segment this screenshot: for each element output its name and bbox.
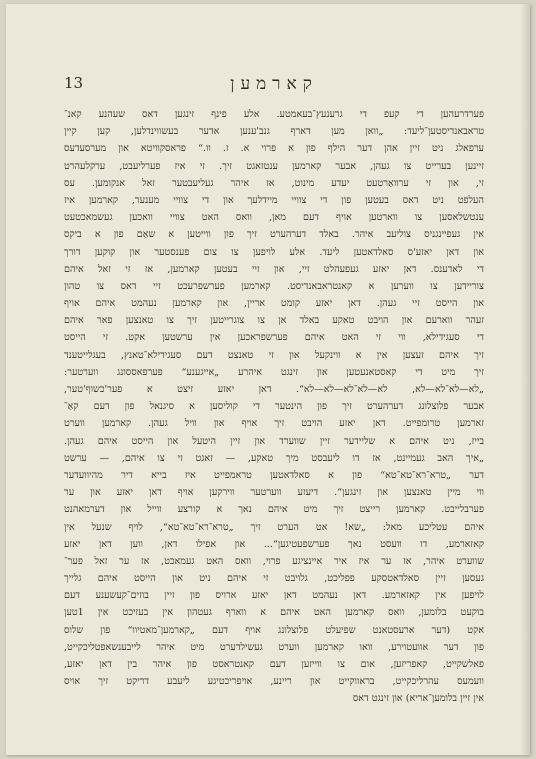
text-line: העלפט ניט דאס בעטען פון די צוויי מיידלעך און די צוויי מענער, קארמען איז xyxy=(64,194,484,206)
text-line: זעהר ווארעם און הויבט טאקע באלד אן צו צוגרייטען זיך צו טאנצען פאר איהם xyxy=(64,315,484,327)
text-line: „איך האב געמיינט, אז דו ליעבסט מיך טאקע, — זאגט זי צו איהם, — ערשט xyxy=(64,452,484,464)
text-line: ערפאלג ניט זיין אהן דער הילף פון א פרוי א. ז. וו.“ פראסקוויטא און מערסעדעס xyxy=(64,143,484,155)
text-line: זארמען טרומפייט. דאן יאזע הויבט זיך אויף און וויל געהן. קארמען ווערט xyxy=(64,418,484,430)
text-line: זיך מיט די קאסטאנעטען און זינגט איהרע „אייגענע“ פערפאססונג ווערטער: xyxy=(64,366,484,378)
text-line: פון דער אוועטוירע, וואו קארמען ווערט געשילדערט מיט איהר לייבענשאפטליכקייט, xyxy=(64,641,484,653)
text-line: ענטשלאסען צו ווארטען אויף דעם מאן, וואס האט צוויי וואכען געשמאכטעט xyxy=(64,212,484,224)
text-line: און דאן יאזע'ס סאלדאטען ליעד. אלע לויפען צו צום פענסטער און קוקען דורך xyxy=(64,246,484,258)
text-line: דער „טרא־רא־טא־טא“ פון א סאלדאטען טראמפייט איז בייא דיר מהיוועדער xyxy=(64,469,484,481)
text-line: „לא—לא־לא—לא, לא—לא־לא—לא—לא“. דאן יאזע זיצט א פער'כשוף'טער, xyxy=(64,384,484,395)
text-line: וועמעס עהרליכקייט, בראווקייט און ריינע, אויפריכטיגע ליעבע דריקט זיך אויס xyxy=(64,676,484,688)
text-line: זי, און זי ערוואַרטעט יעדע מינוט, אז איהר געליעבטער זאל אנקומען. עס xyxy=(64,177,484,189)
text-line: זיך איהם זעצען אין א ווינקעל און זי טאנצט דעם סעגידילא־טאנץ, בעגלייטענד xyxy=(64,349,484,361)
text-line: לויפען אין קאזארמע. דאן נעהמט דאן יאזע ארויס פון זיין בוזים־קעשענע דעם xyxy=(64,590,484,602)
text-line: אין זיין בלומען־אריא) און זינגט דאס xyxy=(352,693,484,705)
text-line: פערבלייבט. קארמען רייצט זיך מיט איהם נאך א קורצע ווייל און דערמאהנט xyxy=(64,504,484,516)
page-number: 13 xyxy=(64,74,84,92)
text-line: פערדרעהען די קעפ די גרענעץ־בעאמטע. אלע פינף זינגען דאס שעהנע קאנ־ xyxy=(64,109,484,120)
text-line: שווערט איהר, אז ער איז איר איינציגע פרוי, וואס האט געמאכט, אז ער זאל פער־ xyxy=(64,555,484,567)
page-header xyxy=(64,74,484,96)
text-line: ווי מיין טאנצען און זינגען“. דיעזע ווערטער ווירקען אויף דאן יאזע און ער xyxy=(64,487,484,499)
text-line: צוריידען צו ווערען א קאנטראבאנדיסט. קארמען פערשפרעכט זיי דאס צו טהון xyxy=(64,280,484,292)
text-line: טראבאנדיסטען־ליעד: „וואן מען דארף גנב'ענען אדער בעשווינדלען, קען קיין xyxy=(64,126,484,138)
text-line: בייז, ניט איהם א שליידער זיין שווערד און זיין היטעל און הייסט איהם געהן. xyxy=(64,435,484,447)
text-line: און הייסט זיי געהן. דאן יאזע קומט אריין, און קארמען נעהמט איהם אויף xyxy=(64,298,484,310)
text-line: געסען זיין סאלדאטסקע פפליכט, גלויבט זי איהם ניט און הייסט איהם גלייך xyxy=(64,573,484,585)
text-line: אבער פלוצלונג דערהערט זיך פון הינטער די קוליסען א סיגנאל פון דעם קאַ־ xyxy=(64,401,484,413)
book-page xyxy=(6,4,530,755)
text-line: פאלשקייט, קאפריזען, אום צו ווייזען דעם קאנטראסט פון איהר בין דאן יאזע, xyxy=(64,659,484,670)
text-line: אין געפיינגניס צוליעב איהר. באלד דערהערט זיך פון ווייטען א שאַם פון א ביקס xyxy=(64,229,484,241)
running-title: קארמען xyxy=(230,74,318,94)
text-line: קאזארמע, דו וועסט נאך פערשפעטיגען“... און אפילו דאן, ווען דאן יאזע xyxy=(64,538,484,550)
text-line: איהם עטליכע מאל: „שא! אט הערט זיך „טרא־רא־טא־טא“, לויף שנעל אין xyxy=(64,521,484,533)
text-line: אקט (דער ארעסטאנט שפיעלט פלוצלונג אויף דעם „קארמען־מאטיוו“ פון שלוס xyxy=(64,624,484,636)
text-line: זיינען בערייט צו געהן, אבער קארמען ענטזאגט זיך. זי איז פערליעבט, ערקלעהרט xyxy=(64,160,484,172)
text-line: די לאדענס. דאן יאזע געפעהלט זיי, און זיי בעטען קארמען, אז זי זאל איהם xyxy=(64,263,484,275)
text-line: בוקעט בלומען, וואס קארמען האט איהם א ווארף געטהון אין בעזיכט אין 1טען xyxy=(64,607,484,619)
text-line: די סעגידילא, ווי זי האט איהם פערשפראכען אין ערשטען אקט. זי הייסט xyxy=(64,332,484,344)
body-text xyxy=(64,106,484,708)
